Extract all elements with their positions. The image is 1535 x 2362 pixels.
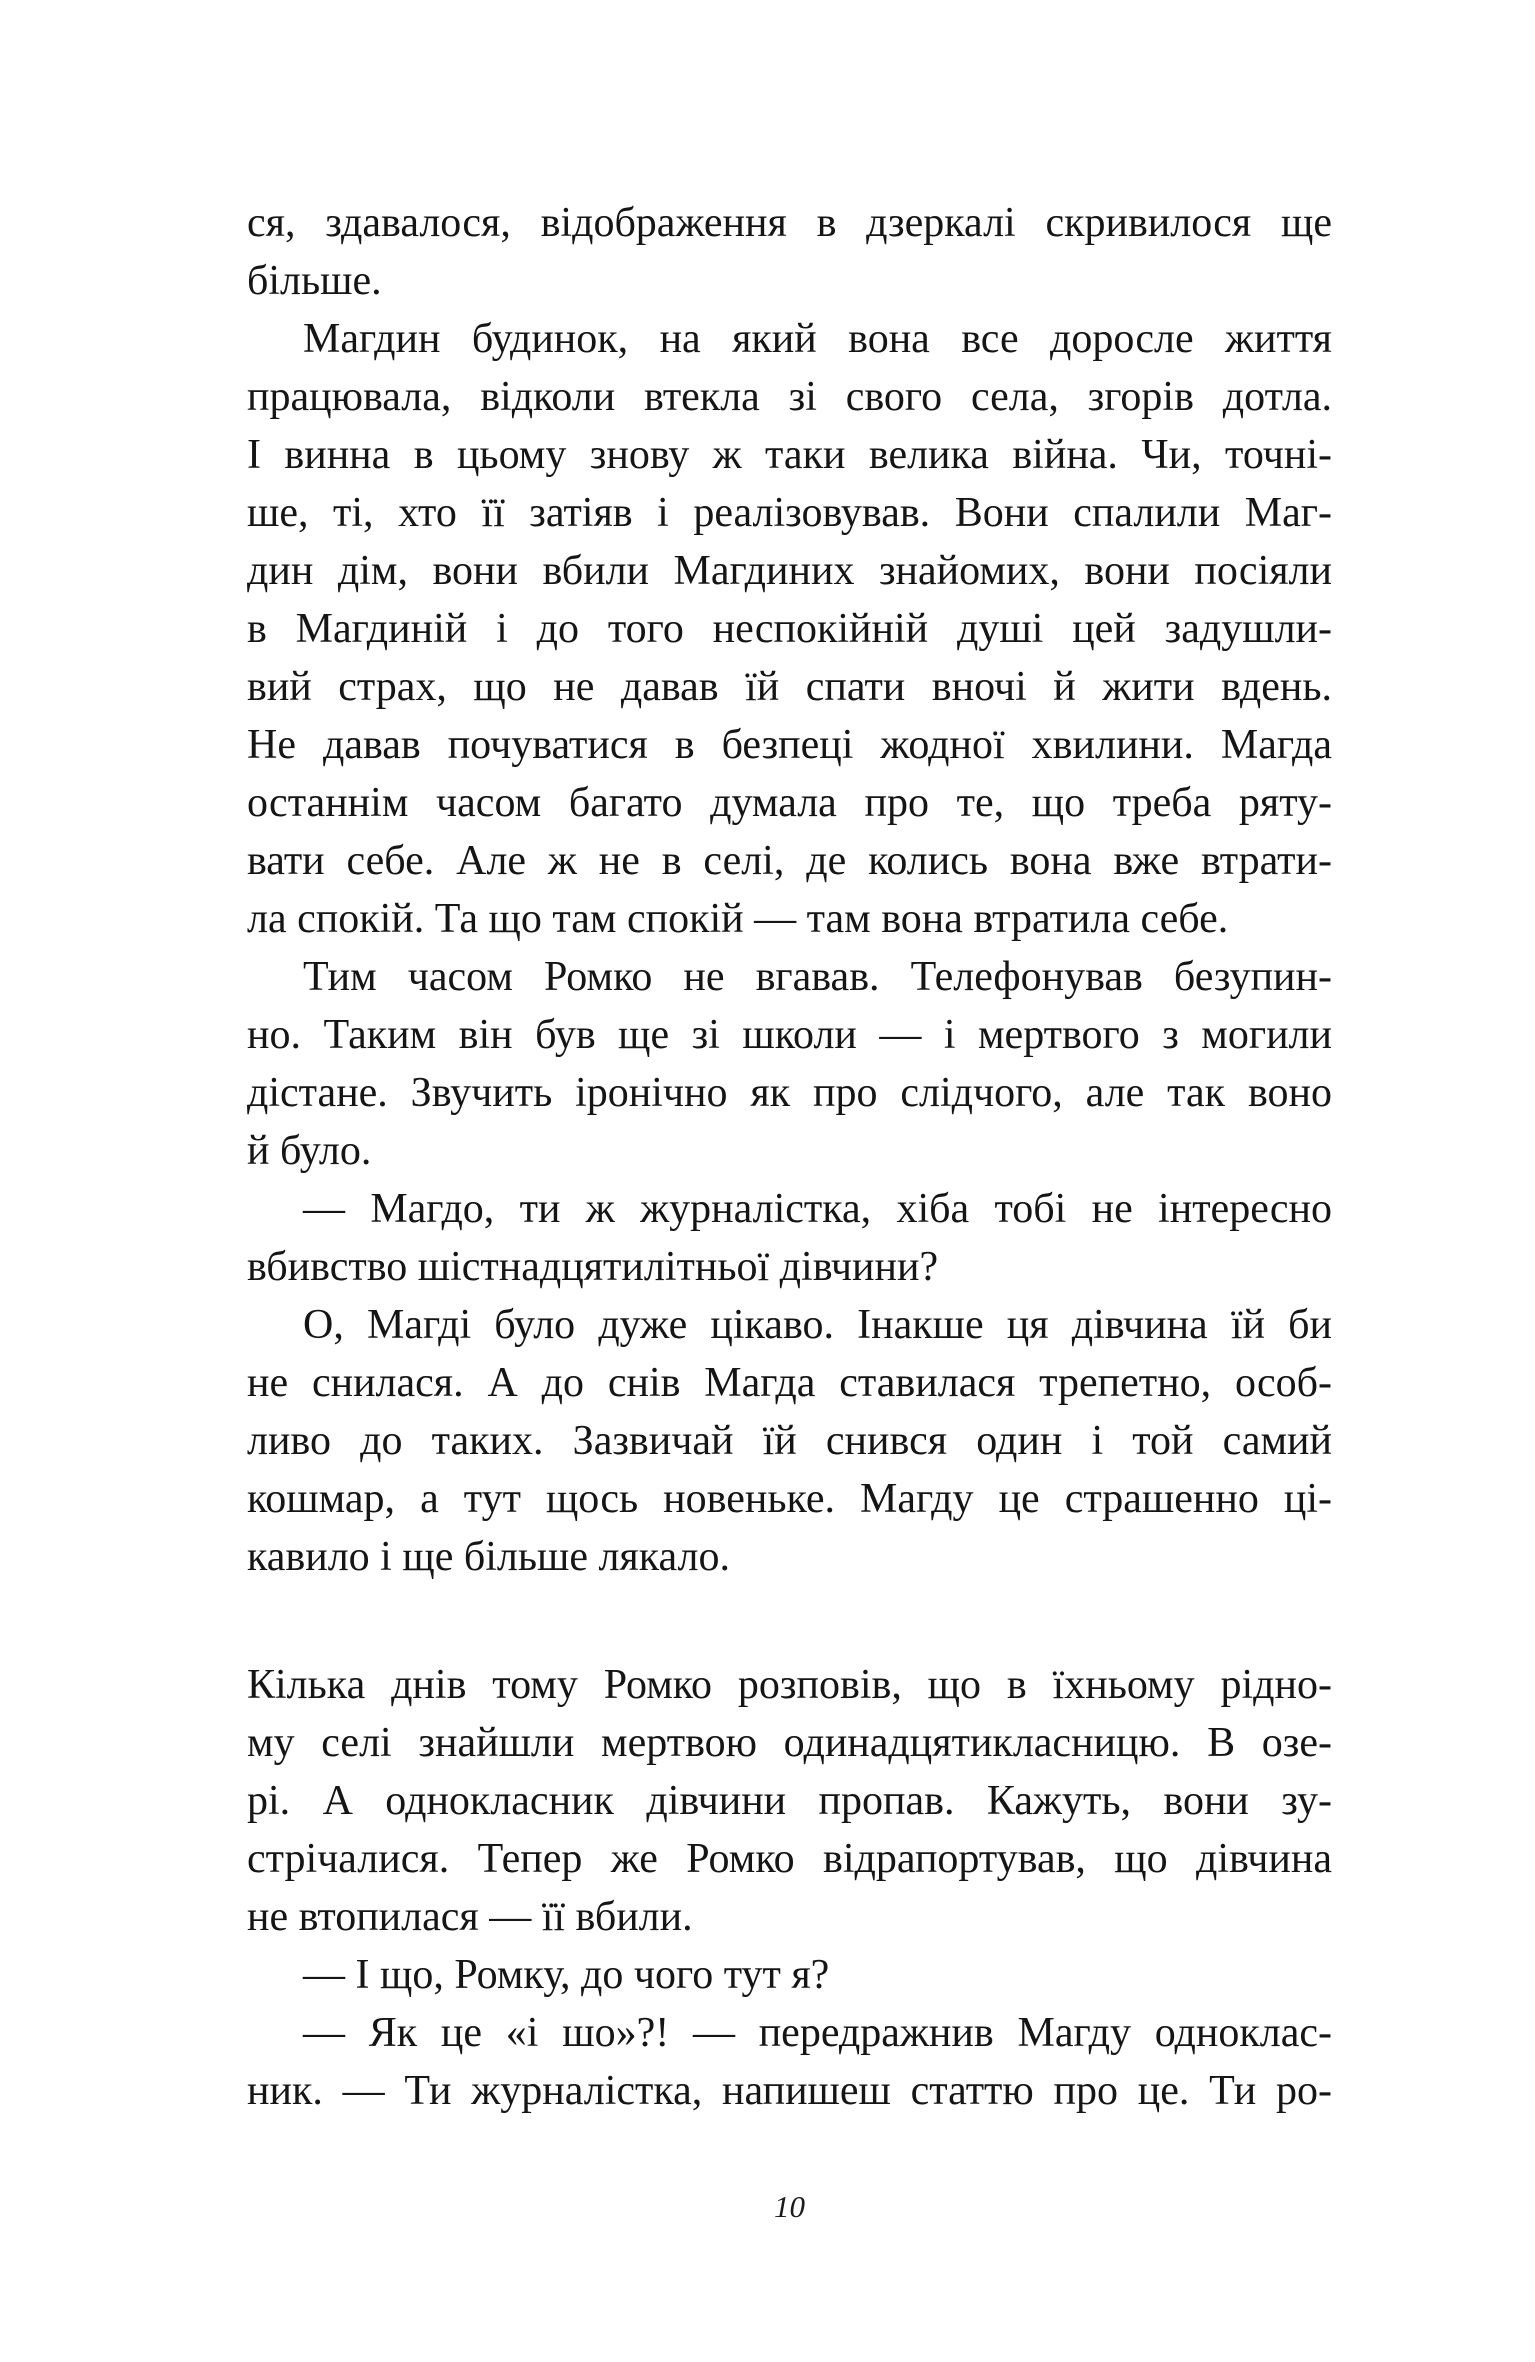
text-line: вбивство шістнадцятилітньої дівчини? [247,1244,939,1290]
page-number: 10 [774,2189,805,2224]
text-line: вий страх, що не давав їй спати вночі й жити вдень. [247,664,1332,710]
text-line: І винна в цьому знову ж таки велика війна. Чи, точні- [247,432,1332,478]
text-line: ше, ті, хто її затіяв і реалізовував. Вони спалили Маг- [247,490,1332,536]
text-line: останнім часом багато думала про те, що треба ряту- [247,780,1332,826]
text-line: кавило і ще більше лякало. [247,1534,730,1580]
text-line: стрічалися. Тепер же Ромко відрапортував, що дівчина [247,1836,1332,1882]
text-line: дин дім, вони вбили Магдиних знайомих, вони посіяли [247,548,1332,594]
text-line: — Як це «і шо»?! — передражнив Магду одноклас- [303,2010,1332,2056]
text-line: ся, здавалося, відображення в дзеркалі скривилося ще [247,200,1332,246]
text-line: — І що, Ромку, до чого тут я? [303,1952,830,1998]
text-line: дістане. Звучить іронічно як про слідчого, але так воно [247,1070,1332,1116]
text-line: — Магдо, ти ж журналістка, хіба тобі не інтересно [303,1186,1332,1232]
text-line: й було. [247,1128,372,1174]
text-line: но. Таким він був ще зі школи — і мертвого з могили [247,1012,1332,1058]
text-line: вати себе. Але ж не в селі, де колись вона вже втрати- [247,838,1332,884]
text-line: Кілька днів тому Ромко розповів, що в їхньому рідно- [247,1662,1332,1708]
text-line: Тим часом Ромко не вгавав. Телефонував безупин- [303,954,1332,1000]
text-line: рі. А однокласник дівчини пропав. Кажуть, вони зу- [247,1778,1332,1824]
text-line: не снилася. А до снів Магда ставилася трепетно, особ- [247,1360,1332,1406]
text-block [247,194,1332,2120]
text-line: Не давав почуватися в безпеці жодної хвилини. Магда [247,722,1332,768]
text-line: ливо до таких. Зазвичай їй снився один і той самий [247,1418,1332,1464]
section-break-spacer [247,1586,1332,1656]
text-line: в Магдиній і до того неспокійній душі цей задушли- [247,606,1332,652]
text-line: кошмар, а тут щось новеньке. Магду це страшенно ці- [247,1476,1332,1522]
text-line: більше. [247,258,382,304]
text-line: О, Магді було дуже цікаво. Інакше ця дівчина їй би [303,1302,1332,1348]
text-line: працювала, відколи втекла зі свого села, згорів дотла. [247,374,1332,420]
text-line: ник. — Ти журналістка, напишеш статтю про це. Ти ро- [247,2068,1332,2114]
text-line: не втопилася — її вбили. [247,1894,693,1940]
text-line: му селі знайшли мертвою одинадцятикласницю. В озе- [247,1720,1332,1766]
text-line: Магдин будинок, на який вона все доросле життя [303,316,1332,362]
text-line: ла спокій. Та що там спокій — там вона втратила себе. [247,896,1229,942]
